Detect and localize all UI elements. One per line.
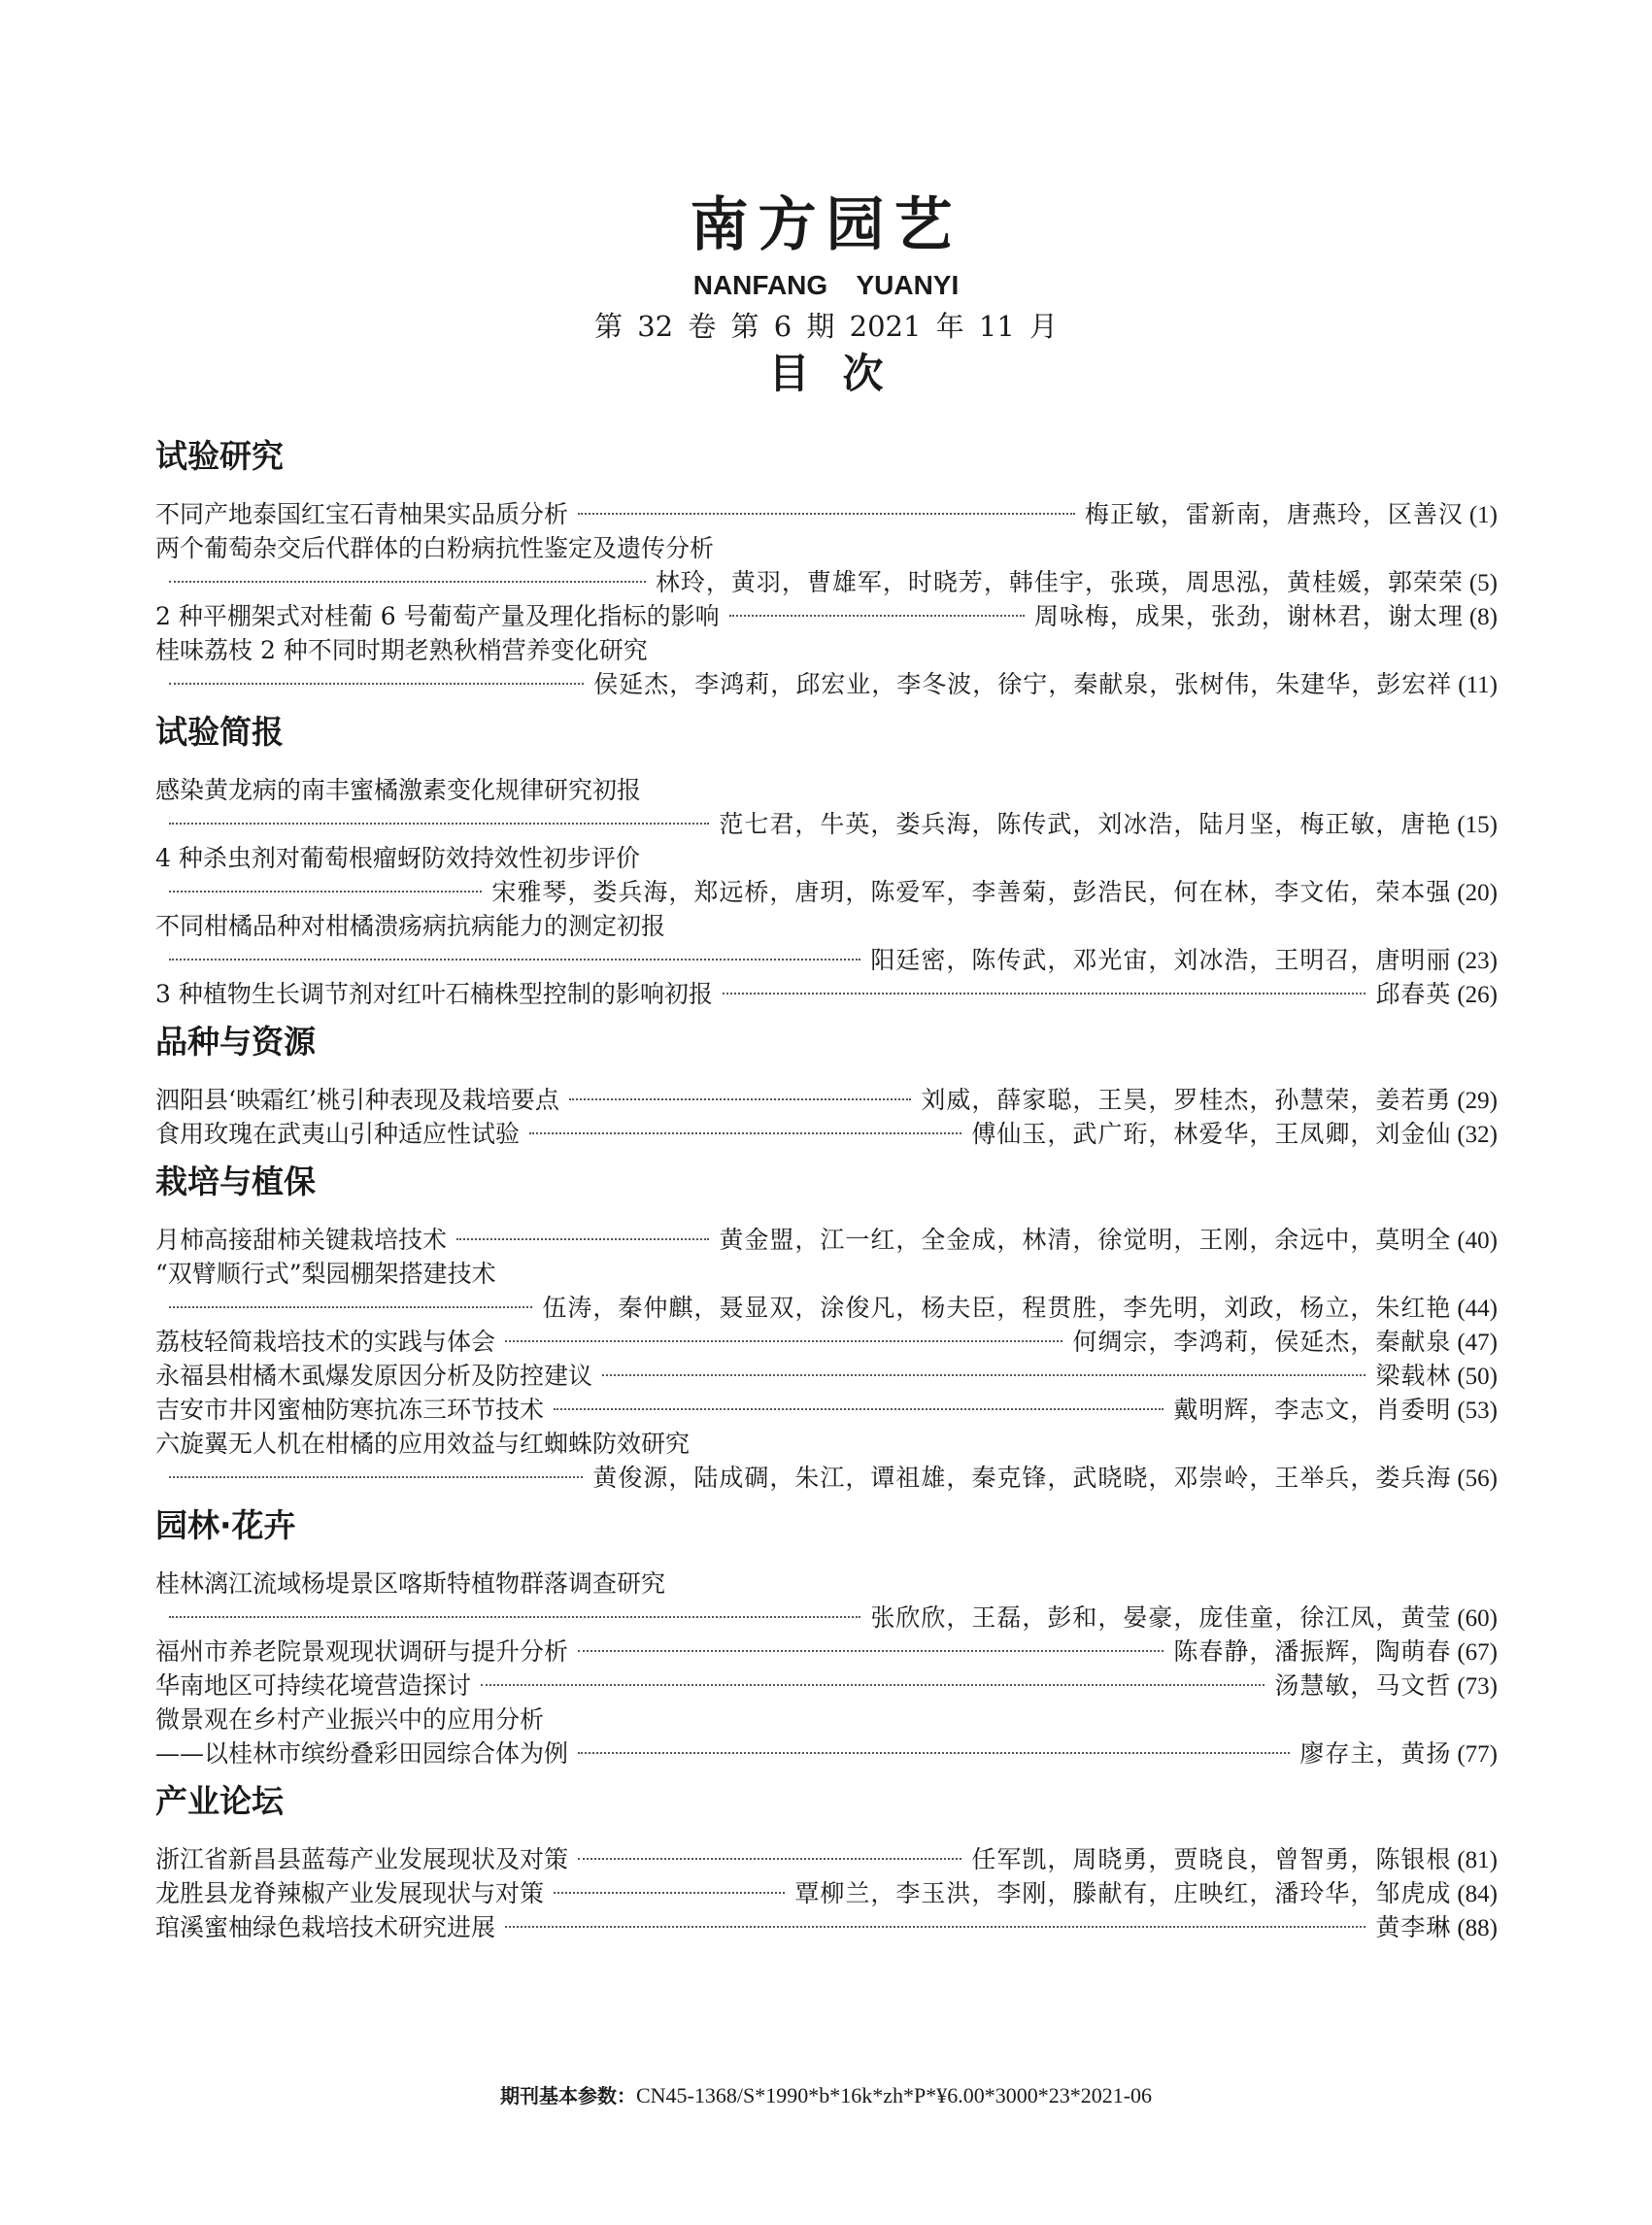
- section-title: 品种与资源: [155, 1023, 316, 1061]
- article-authors: 黄俊源，陆成碉，朱江，谭祖雄，秦克锋，武晓晓，邓崇岭，王举兵，娄兵海: [592, 1464, 1452, 1492]
- dot-leader: [529, 1132, 961, 1134]
- dot-leader: [554, 1408, 1163, 1410]
- toc-entry[interactable]: [155, 531, 1498, 599]
- toc-entry-row: [155, 943, 1498, 977]
- page-number: (60): [1457, 1605, 1498, 1632]
- page-number: (40): [1457, 1228, 1498, 1254]
- toc-entry[interactable]: [155, 1257, 1498, 1325]
- toc-entry[interactable]: [155, 1567, 1498, 1635]
- toc-entry[interactable]: [155, 1876, 1498, 1910]
- dot-leader: [729, 615, 1025, 617]
- toc-entry[interactable]: [155, 1359, 1498, 1393]
- article-title: 泗阳县‘映霜红’桃引种表现及栽培要点: [155, 1086, 559, 1114]
- toc-entry-row: [155, 1359, 1498, 1393]
- page-number: (23): [1457, 948, 1498, 974]
- toc-entry-row: [155, 1117, 1498, 1151]
- toc-entry[interactable]: [155, 1117, 1498, 1151]
- dot-leader: [578, 513, 1075, 515]
- dot-leader: [481, 1684, 1264, 1686]
- article-title: 六旋翼无人机在柑橘的应用效益与红蜘蛛防效研究: [155, 1430, 691, 1458]
- toc-entry-row: [155, 599, 1498, 633]
- toc-entry[interactable]: [155, 1393, 1498, 1427]
- dot-leader: [578, 1650, 1163, 1652]
- article-authors: 邱春英: [1375, 980, 1452, 1008]
- article-title: 不同柑橘品种对柑橘溃疡病抗病能力的测定初报: [155, 912, 666, 940]
- article-authors: 陈春静，潘振辉，陶萌春: [1173, 1637, 1452, 1666]
- page-number: (88): [1457, 1915, 1498, 1941]
- section-title: 园林·花卉: [155, 1506, 296, 1544]
- article-authors: 任军凯，周晓勇，贾晓良，曾智勇，陈银根: [971, 1845, 1452, 1873]
- toc-entry[interactable]: [155, 1669, 1498, 1702]
- toc-entry[interactable]: [155, 909, 1498, 977]
- page-number: (1): [1468, 502, 1498, 528]
- article-authors: 黄李琳: [1375, 1913, 1452, 1941]
- article-authors: 廖存主，黄扬: [1299, 1739, 1452, 1768]
- toc-entry[interactable]: [155, 497, 1498, 531]
- article-authors: 汤慧敏，马文哲: [1274, 1671, 1452, 1700]
- toc-entry-row: [155, 667, 1498, 701]
- page-number: (77): [1457, 1741, 1498, 1768]
- table-of-contents: [155, 433, 1498, 1952]
- article-title: 食用玫瑰在武夷山引种适应性试验: [155, 1120, 521, 1148]
- article-authors: 黄金盟，江一红，全金成，林清，徐觉明，王刚，余远中，莫明全: [719, 1226, 1452, 1254]
- toc-section: [155, 1502, 1498, 1770]
- article-title: 桂味荔枝 2 种不同时期老熟秋梢营养变化研究: [155, 636, 648, 664]
- section-title: 试验简报: [155, 713, 284, 751]
- toc-entry-row: [155, 875, 1498, 909]
- dot-leader: [505, 1340, 1062, 1342]
- dot-leader: [169, 581, 646, 583]
- toc-section: [155, 1019, 1498, 1151]
- toc-entry-row: [155, 1083, 1498, 1117]
- dot-leader: [505, 1926, 1365, 1928]
- toc-entry[interactable]: [155, 633, 1498, 701]
- page-number: (47): [1457, 1330, 1498, 1356]
- toc-entry-row: [155, 497, 1498, 531]
- article-title: 福州市养老院景观现状调研与提升分析: [155, 1637, 569, 1666]
- article-authors: 傅仙玉，武广珩，林爱华，王凤卿，刘金仙: [971, 1120, 1452, 1148]
- toc-entry-row: [155, 1461, 1498, 1495]
- article-authors: 刘威，薛家聪，王昊，罗桂杰，孙慧荣，姜若勇: [921, 1086, 1452, 1114]
- dot-leader: [169, 959, 860, 961]
- toc-entry-row: [155, 977, 1498, 1011]
- toc-entry[interactable]: [155, 773, 1498, 841]
- journal-parameters-value: CN45-1368/S*1990*b*16k*zh*P*¥6.00*3000*23*2021-06: [635, 2083, 1153, 2107]
- article-subtitle: ——以桂林市缤纷叠彩田园综合体为例: [155, 1739, 569, 1768]
- article-authors: 阳廷密，陈传武，邓光宙，刘冰浩，王明召，唐明丽: [870, 946, 1452, 974]
- toc-entry[interactable]: [155, 599, 1498, 633]
- journal-pinyin-title: NANFANG YUANYI: [692, 270, 960, 300]
- toc-entry-row: [155, 1325, 1498, 1359]
- toc-entry-row: [155, 1635, 1498, 1669]
- article-title: 永福县柑橘木虱爆发原因分析及防控建议: [155, 1362, 593, 1390]
- page-number: (84): [1457, 1881, 1498, 1907]
- toc-section: [155, 1778, 1498, 1944]
- toc-entry-row: [155, 1736, 1498, 1770]
- toc-section: [155, 433, 1498, 701]
- journal-parameters-label: 期刊基本参数：: [499, 2084, 636, 2107]
- toc-entry[interactable]: [155, 1635, 1498, 1669]
- dot-leader: [602, 1374, 1365, 1376]
- article-title: 两个葡萄杂交后代群体的白粉病抗性鉴定及遗传分析: [155, 534, 715, 562]
- journal-parameters: [0, 2081, 1652, 2110]
- article-title: 4 种杀虫剂对葡萄根瘤蚜防效持效性初步评价: [155, 844, 640, 872]
- article-title: 龙胜县龙脊辣椒产业发展现状与对策: [155, 1879, 545, 1907]
- toc-entry[interactable]: [155, 1427, 1498, 1495]
- issue-info: 第 32 卷 第 6 期 2021 年 11 月: [593, 310, 1059, 343]
- article-title: 微景观在乡村产业振兴中的应用分析: [155, 1705, 545, 1734]
- article-title: 琯溪蜜柚绿色栽培技术研究进展: [155, 1913, 496, 1941]
- article-title: 桂林漓江流域杨堤景区喀斯特植物群落调查研究: [155, 1569, 666, 1598]
- dot-leader: [169, 891, 482, 893]
- toc-entry-row: [155, 565, 1498, 599]
- dot-leader: [456, 1238, 709, 1240]
- article-title: “双臂顺行式”梨园棚架搭建技术: [155, 1260, 496, 1288]
- toc-entry-row: [155, 1842, 1498, 1876]
- article-authors: 何绸宗，李鸿莉，侯延杰，秦献泉: [1072, 1328, 1452, 1356]
- page-number: (56): [1457, 1466, 1498, 1492]
- masthead: [0, 189, 1652, 401]
- dot-leader: [723, 993, 1365, 995]
- toc-entry-row: [155, 1223, 1498, 1257]
- page-number: (11): [1458, 672, 1498, 698]
- page-number: (8): [1468, 604, 1498, 630]
- article-authors: 伍涛，秦仲麒，聂显双，涂俊凡，杨夫臣，程贯胜，李先明，刘政，杨立，朱红艳: [542, 1294, 1452, 1322]
- toc-section: [155, 709, 1498, 1011]
- dot-leader: [169, 1306, 532, 1308]
- dot-leader: [554, 1892, 785, 1894]
- toc-entry-row: [155, 1291, 1498, 1325]
- section-title: 试验研究: [155, 437, 284, 475]
- article-authors: 宋雅琴，娄兵海，郑远桥，唐玥，陈爱军，李善菊，彭浩民，何在林，李文佑，荣本强: [491, 878, 1452, 906]
- toc-entry[interactable]: [155, 1702, 1498, 1770]
- dot-leader: [169, 683, 584, 685]
- toc-entry[interactable]: [155, 1325, 1498, 1359]
- dot-leader: [169, 1616, 860, 1618]
- page-number: (53): [1457, 1398, 1498, 1424]
- article-title: 荔枝轻简栽培技术的实践与体会: [155, 1328, 496, 1356]
- article-authors: 覃柳兰，李玉洪，李刚，滕献有，庄映红，潘玲华，邹虎成: [794, 1879, 1452, 1907]
- article-authors: 林玲，黄羽，曹雄军，时晓芳，韩佳宇，张瑛，周思泓，黄桂媛，郭荣荣: [655, 568, 1464, 596]
- article-title: 华南地区可持续花境营造探讨: [155, 1671, 472, 1700]
- toc-entry[interactable]: [155, 1910, 1498, 1944]
- toc-heading: 目次: [768, 350, 917, 397]
- article-title: 3 种植物生长调节剂对红叶石楠株型控制的影响初报: [155, 980, 713, 1008]
- article-title: 月柿高接甜柿关键栽培技术: [155, 1226, 448, 1254]
- article-title: 不同产地泰国红宝石青柚果实品质分析: [155, 500, 569, 528]
- article-title: 浙江省新昌县蓝莓产业发展现状及对策: [155, 1845, 569, 1873]
- toc-entry[interactable]: [155, 1842, 1498, 1876]
- article-authors: 侯延杰，李鸿莉，邱宏业，李冬波，徐宁，秦献泉，张树伟，朱建华，彭宏祥: [593, 670, 1453, 698]
- toc-entry[interactable]: [155, 1083, 1498, 1117]
- toc-section: [155, 1159, 1498, 1495]
- toc-entry-row: [155, 1910, 1498, 1944]
- dot-leader: [578, 1858, 961, 1860]
- toc-entry-row: [155, 1876, 1498, 1910]
- page-number: (5): [1468, 570, 1498, 596]
- page-number: (32): [1457, 1122, 1498, 1148]
- page-number: (44): [1457, 1296, 1498, 1322]
- article-authors: 戴明辉，李志文，肖委明: [1173, 1396, 1452, 1424]
- page-number: (29): [1457, 1088, 1498, 1114]
- article-authors: 梁载林: [1375, 1362, 1452, 1390]
- toc-entry[interactable]: [155, 841, 1498, 909]
- article-authors: 张欣欣，王磊，彭和，晏豪，庞佳童，徐江凤，黄莹: [870, 1603, 1452, 1632]
- article-title: 感染黄龙病的南丰蜜橘激素变化规律研究初报: [155, 776, 642, 804]
- page-number: (67): [1457, 1639, 1498, 1666]
- dot-leader: [578, 1752, 1290, 1754]
- page-number: (26): [1457, 982, 1498, 1008]
- dot-leader: [169, 823, 709, 825]
- page-number: (20): [1457, 880, 1498, 906]
- toc-entry[interactable]: [155, 977, 1498, 1011]
- toc-entry-row: [155, 1669, 1498, 1702]
- dot-leader: [169, 1476, 583, 1478]
- toc-entry-row: [155, 1601, 1498, 1635]
- toc-entry-row: [155, 807, 1498, 841]
- section-title: 栽培与植保: [155, 1163, 316, 1200]
- article-title: 2 种平棚架式对桂葡 6 号葡萄产量及理化指标的影响: [155, 602, 720, 630]
- toc-entry[interactable]: [155, 1223, 1498, 1257]
- page-number: (50): [1457, 1364, 1498, 1390]
- page-number: (15): [1457, 812, 1498, 838]
- toc-entry-row: [155, 1393, 1498, 1427]
- page-number: (81): [1457, 1847, 1498, 1873]
- section-title: 产业论坛: [155, 1782, 284, 1820]
- dot-leader: [569, 1098, 911, 1100]
- article-authors: 周咏梅，成果，张劲，谢林君，谢太理: [1033, 602, 1464, 630]
- article-authors: 范七君，牛英，娄兵海，陈传武，刘冰浩，陆月坚，梅正敏，唐艳: [719, 810, 1452, 838]
- page-number: (73): [1457, 1673, 1498, 1700]
- journal-title: 南方园艺: [690, 191, 962, 259]
- article-authors: 梅正敏，雷新南，唐燕玲，区善汉: [1084, 500, 1464, 528]
- article-title: 吉安市井冈蜜柚防寒抗冻三环节技术: [155, 1396, 545, 1424]
